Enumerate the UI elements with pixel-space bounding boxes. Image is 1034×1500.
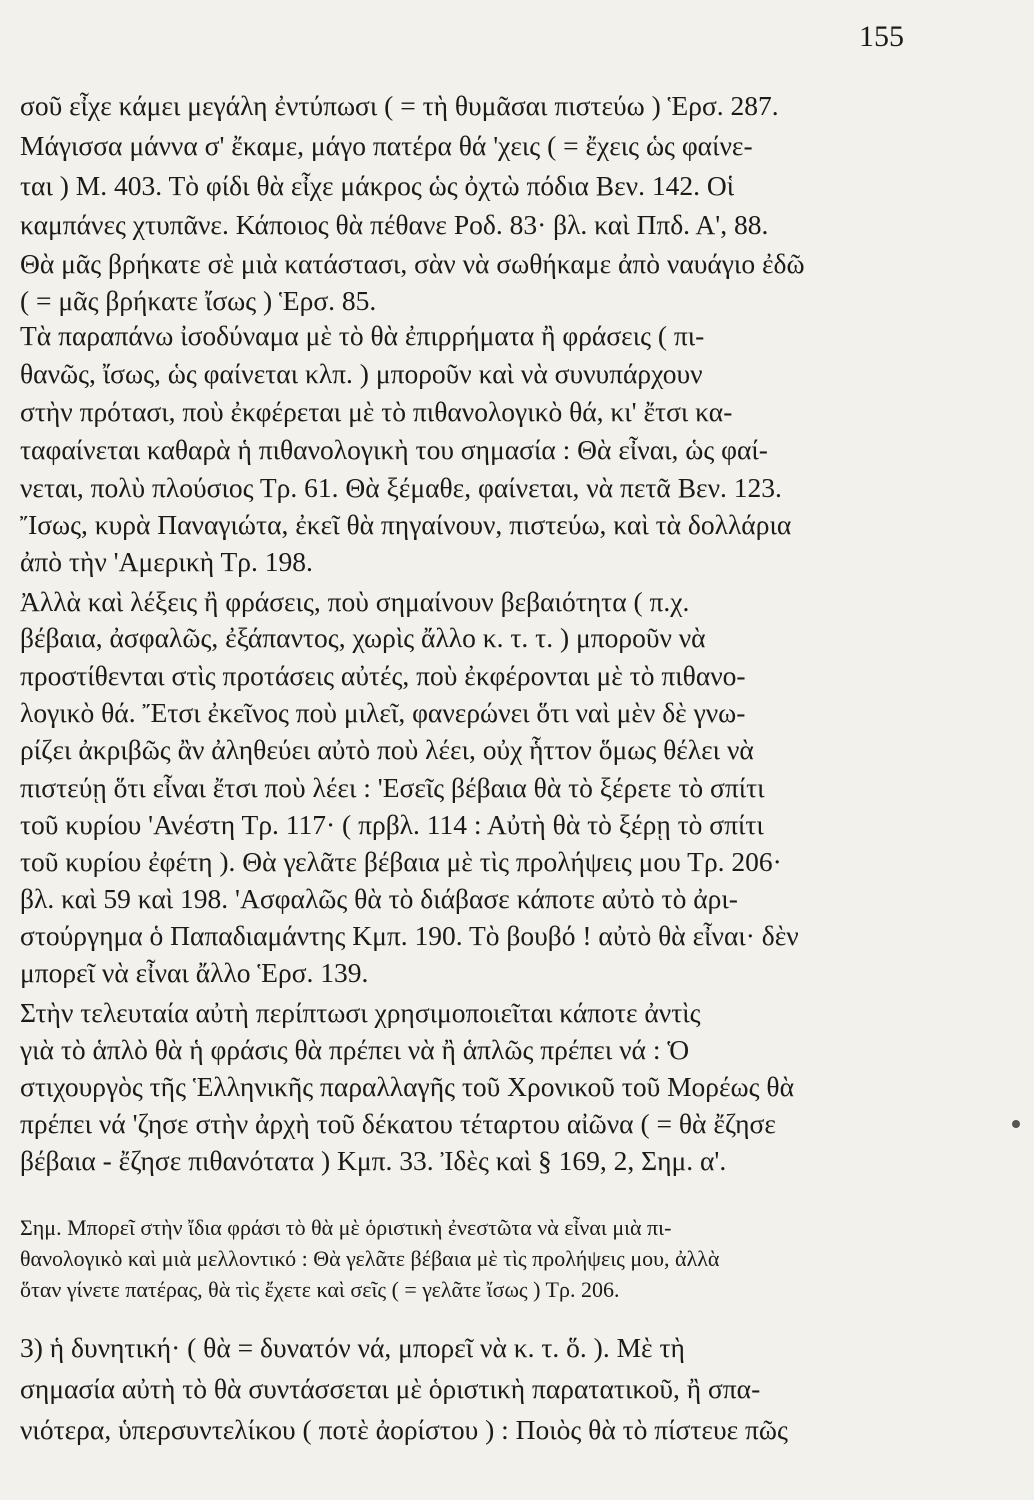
text-line: ται ) Μ. 403. Τὸ φίδι θὰ εἶχε μάκρος ὡς ὀχτὼ πόδια Βεν. 142. Οἱ <box>20 170 735 201</box>
text-line: πιστεύῃ ὅτι εἶναι ἔτσι ποὺ λέει : 'Εσεῖς βέβαια θὰ τὸ ξέρετε τὸ σπίτι <box>20 772 765 803</box>
text-line: ταφαίνεται καθαρὰ ἡ πιθανολογικὴ του σημασία : Θὰ εἶναι, ὡς φαί- <box>20 434 768 465</box>
text-line: σημασία αὐτὴ τὸ θὰ συντάσσεται μὲ ὁριστικὴ παρατατικοῦ, ἢ σπα- <box>20 1373 761 1404</box>
text-line: βλ. καὶ 59 καὶ 198. 'Ασφαλῶς θὰ τὸ διάβασε κάποτε αὐτὸ τὸ ἀρι- <box>20 883 738 914</box>
text-line: νιότερα, ὑπερσυντελίκου ( ποτὲ ἀορίστου ) : Ποιὸς θὰ τὸ πίστευε πῶς <box>20 1414 788 1445</box>
text-line: μπορεῖ νὰ εἶναι ἄλλο Ἑρσ. 139. <box>20 957 369 988</box>
text-line: Ἀλλὰ καὶ λέξεις ἢ φράσεις, ποὺ σημαίνουν βεβαιότητα ( π.χ. <box>20 586 690 617</box>
text-line: στιχουργὸς τῆς Ἑλληνικῆς παραλλαγῆς τοῦ Χρονικοῦ τοῦ Μορέως θὰ <box>20 1071 795 1102</box>
text-line: βέβαια, ἀσφαλῶς, ἐξάπαντος, χωρὶς ἄλλο κ. τ. τ. ) μποροῦν νὰ <box>20 622 706 653</box>
text-line: νεται, πολὺ πλούσιος Τρ. 61. Θὰ ξέμαθε, φαίνεται, νὰ πετᾶ Βεν. 123. <box>20 472 782 503</box>
text-line: 3) ἡ δυνητική· ( θὰ = δυνατόν νά, μπορεῖ νὰ κ. τ. ὅ. ). Μὲ τὴ <box>20 1332 685 1363</box>
text-line: Ἴσως, κυρὰ Παναγιώτα, ἐκεῖ θὰ πηγαίνουν, πιστεύω, καὶ τὰ δολλάρια <box>20 509 792 540</box>
text-line: Μάγισσα μάννα σ' ἔκαμε, μάγο πατέρα θά 'χεις ( = ἔχεις ὡς φαίνε- <box>20 130 753 161</box>
page-number: 155 <box>859 20 904 53</box>
text-line: λογικὸ θά. Ἔτσι ἐκεῖνος ποὺ μιλεῖ, φανερώνει ὅτι ναὶ μὲν δὲ γνω- <box>20 697 746 728</box>
text-line: πρέπει νά 'ζησε στὴν ἀρχὴ τοῦ δέκατου τέταρτου αἰῶνα ( = θὰ ἔζησε <box>20 1108 776 1139</box>
footnote-line: θανολογικὸ καὶ μιὰ μελλοντικό : Θὰ γελᾶτε βέβαια μὲ τὶς προλήψεις μου, ἀλλὰ <box>20 1246 720 1271</box>
text-line: σοῦ εἶχε κάμει μεγάλη ἐντύπωσι ( = τὴ θυμᾶσαι πιστεύω ) Ἑρσ. 287. <box>20 90 779 121</box>
text-line: τοῦ κυρίου ἐφέτη ). Θὰ γελᾶτε βέβαια μὲ τὶς προλήψεις μου Τρ. 206· <box>20 846 782 877</box>
text-line: ( = μᾶς βρήκατε ἴσως ) Ἑρσ. 85. <box>20 285 377 316</box>
text-line: Στὴν τελευταία αὐτὴ περίπτωσι χρησιμοποιεῖται κάποτε ἀντὶς <box>20 997 701 1028</box>
text-line: βέβαια - ἔζησε πιθανότατα ) Κμπ. 33. Ἰδὲς καὶ § 169, 2, Σημ. α'. <box>20 1145 727 1176</box>
text-line: ἀπὸ τὴν 'Αμερικὴ Τρ. 198. <box>20 546 313 577</box>
text-line: ρίζει ἀκριβῶς ἂν ἀληθεύει αὐτὸ ποὺ λέει, οὐχ ἧττον ὅμως θέλει νὰ <box>20 734 754 765</box>
footnote-line: ὅταν γίνετε πατέρας, θὰ τὶς ἔχετε καὶ σεῖς ( = γελᾶτε ἴσως ) Τρ. 206. <box>20 1277 620 1302</box>
text-line: καμπάνες χτυπᾶνε. Κάποιος θὰ πέθανε Ροδ. 83· βλ. καὶ Ππδ. Α', 88. <box>20 209 769 240</box>
footnote-line: Σημ. Μπορεῖ στὴν ἴδια φράσι τὸ θὰ μὲ ὁριστικὴ ἐνεστῶτα νὰ εἶναι μιὰ πι- <box>20 1215 672 1240</box>
text-line: στούργημα ὁ Παπαδιαμάντης Κμπ. 190. Τὸ βουβό ! αὐτὸ θὰ εἶναι· δὲν <box>20 920 799 951</box>
text-line: Τὰ παραπάνω ἰσοδύναμα μὲ τὸ θὰ ἐπιρρήματα ἢ φράσεις ( πι- <box>20 320 705 351</box>
text-line: τοῦ κυρίου 'Ανέστη Τρ. 117· ( πρβλ. 114 : Αὐτὴ θὰ τὸ ξέρῃ τὸ σπίτι <box>20 809 764 840</box>
text-line: γιὰ τὸ ἁπλὸ θὰ ἡ φράσις θὰ πρέπει νὰ ἢ ἁπλῶς πρέπει νά : Ὁ <box>20 1034 690 1065</box>
text-line: θανῶς, ἴσως, ὡς φαίνεται κλπ. ) μποροῦν καὶ νὰ συνυπάρχουν <box>20 358 703 389</box>
text-line: Θὰ μᾶς βρήκατε σὲ μιὰ κατάστασι, σὰν νὰ σωθήκαμε ἀπὸ ναυάγιο ἐδῶ <box>20 248 805 279</box>
text-line: στὴν πρότασι, ποὺ ἐκφέρεται μὲ τὸ πιθανολογικὸ θά, κι' ἔτσι κα- <box>20 396 733 427</box>
margin-mark <box>1012 1120 1020 1128</box>
text-line: προστίθενται στὶς προτάσεις αὐτές, ποὺ ἐκφέρονται μὲ τὸ πιθανο- <box>20 660 746 691</box>
